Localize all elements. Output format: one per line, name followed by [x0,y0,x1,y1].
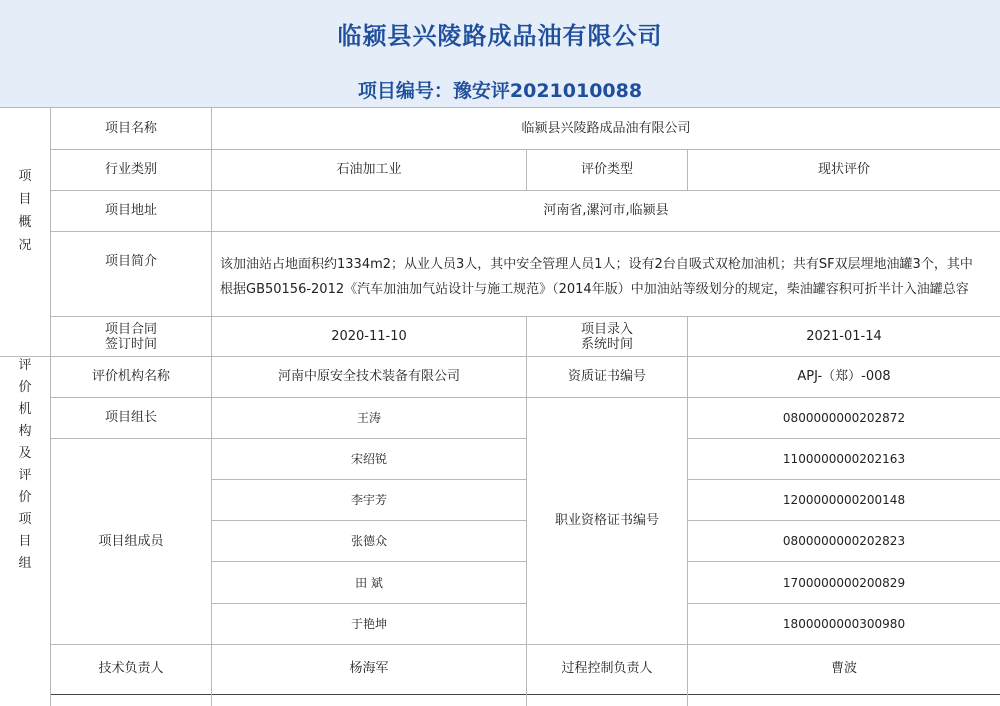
eval-type-label: 评价类型 [580,162,633,177]
row-divider [212,561,527,562]
members-label: 项目组成员 [98,533,164,549]
member-name: 李宇芳 [350,493,387,507]
entry-time-value: 2021-01-14 [806,328,882,344]
row-divider [51,438,527,439]
eval-org-label: 评价机构名称 [91,369,170,384]
column-divider [687,149,688,191]
column-divider [687,316,688,706]
intro-value [212,232,1000,316]
industry-value: 石油加工业 [336,162,402,177]
row-divider [0,356,1000,357]
column-divider [211,107,212,706]
project-name-label: 项目名称 [104,120,157,136]
member-cert: 1700000000200829 [782,575,906,590]
row-divider [212,520,527,521]
tech-lead-label: 技术负责人 [98,661,164,676]
address-label: 项目地址 [104,203,157,218]
member-name: 张德众 [350,534,387,548]
member-name: 宋绍锐 [350,452,387,466]
row-divider [688,603,1000,604]
row-divider [51,231,1000,232]
eval-type-value: 现状评价 [817,162,870,177]
row-divider [688,479,1000,480]
overview-section-label: 项 目 概 况 [18,169,32,253]
project-name-value: 临颍县兴陵路成品油有限公司 [521,120,691,136]
eval-org-value: 河南中原安全技术装备有限公司 [277,369,460,384]
contract-time-value: 2020-11-10 [331,328,407,344]
evaluation-section-label: 评 价 机 构 及 评 价 项 目 组 [18,358,32,571]
member-cert: 0800000000202823 [782,534,906,548]
company-title: 临颍县兴陵路成品油有限公司 [337,22,663,50]
contract-time-label: 项目合同 签订时间 [104,321,157,352]
address-value: 河南省,漯河市,临颍县 [543,203,669,218]
leader-label: 项目组长 [104,410,157,425]
leader-name: 王涛 [356,411,381,425]
row-divider [212,603,527,604]
row-divider [688,438,1000,439]
column-divider [526,149,527,191]
member-cert: 1100000000202163 [782,452,906,466]
member-name: 于艳坤 [350,617,387,631]
tech-lead-value: 杨海军 [349,661,389,676]
intro-line-2: 根据GB50156-2012《汽车加油加气站设计与施工规范》（2014年版）中加油站等级划分的规定，柴油罐容积可折半计入油罐总容 [220,282,969,297]
qualification-label: 职业资格证书编号 [554,513,659,528]
row-divider [688,561,1000,562]
cert-no-label: 资质证书编号 [567,369,646,384]
member-cert: 1200000000200148 [782,493,906,507]
intro-line-1: 该加油站占地面积约1334m2；从业人员3人，其中安全管理人员1人；设有2台自吸式双枪加油机；共有SF双层埋地油罐3个，其中 [220,257,973,272]
process-lead-value: 曹波 [830,661,857,676]
process-lead-label: 过程控制负责人 [561,661,653,676]
member-cert: 1800000000300980 [782,617,906,631]
project-number: 项目编号：豫安评2021010088 [357,80,643,102]
entry-time-label: 项目录入 系统时间 [580,321,633,352]
column-divider [526,316,527,706]
intro-label: 项目简介 [104,254,157,269]
row-divider [212,479,527,480]
row-divider [688,520,1000,521]
cert-no-value: APJ-（郑）-008 [797,369,891,384]
row-divider [0,107,1000,108]
member-name: 田 斌 [355,575,383,590]
leader-cert: 0800000000202872 [782,411,906,425]
industry-label: 行业类别 [104,162,157,177]
column-divider [50,107,51,706]
